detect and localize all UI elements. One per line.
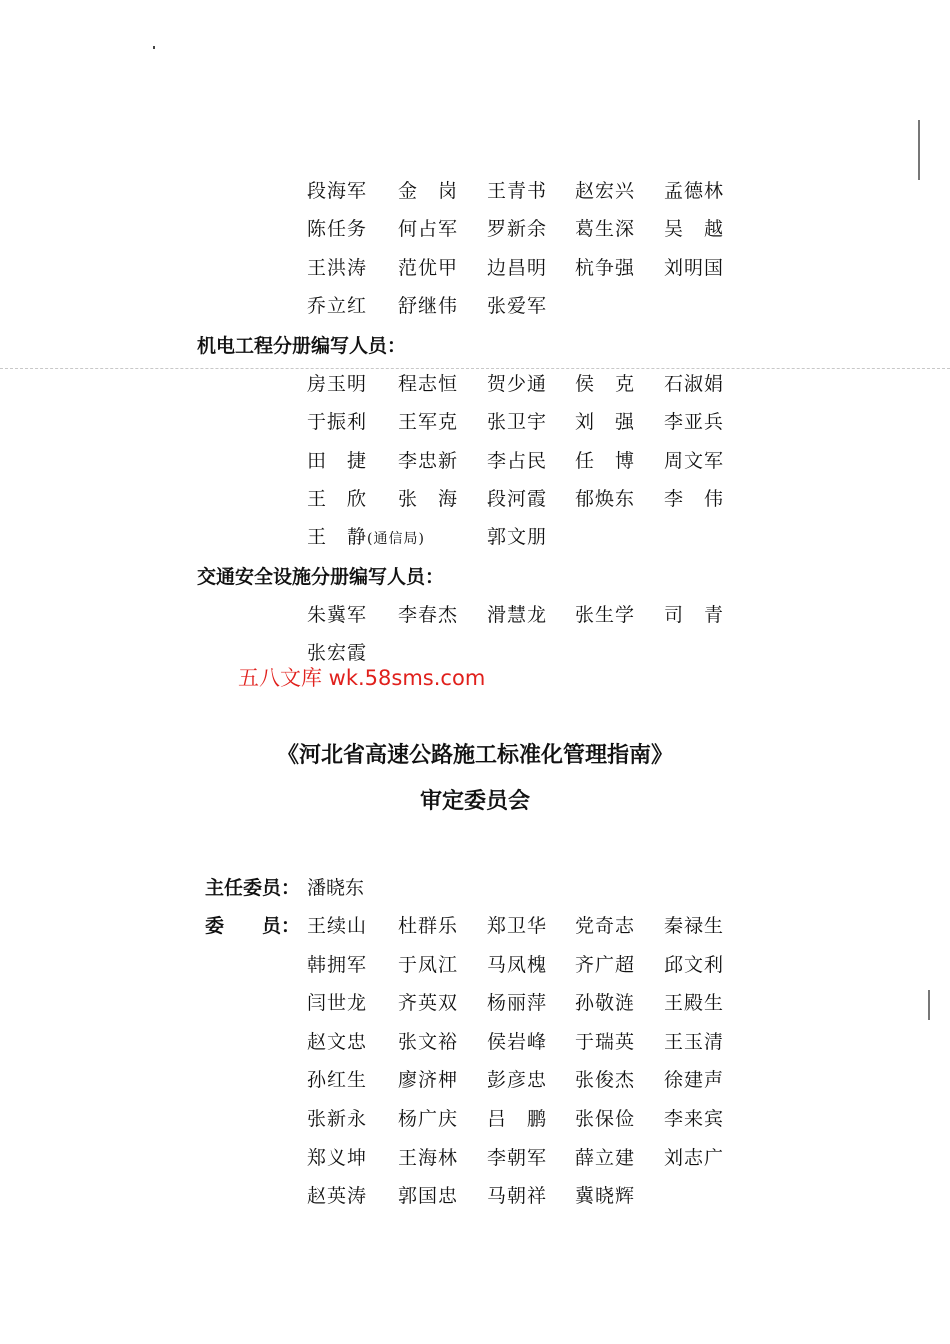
- person-name: 郑卫华: [487, 915, 548, 937]
- person-name: 王玉清: [664, 1031, 725, 1053]
- person-name: 王青书: [487, 180, 548, 202]
- person-name: 张文裕: [398, 1031, 459, 1053]
- person-name: 郑义坤: [307, 1147, 368, 1169]
- person-name: 葛生深: [575, 218, 636, 240]
- person-name: 吴 越: [664, 218, 725, 240]
- scan-edge-mark: [918, 120, 920, 180]
- person-name: 廖济柙: [398, 1069, 459, 1091]
- chair-name: 潘晓东: [307, 877, 365, 899]
- person-name: 于凤江: [398, 954, 459, 976]
- person-name: 房玉明: [307, 373, 368, 395]
- person-name: 王军克: [398, 411, 459, 433]
- members-label: 委 员：: [205, 915, 301, 937]
- person-name: 郁焕东: [575, 488, 636, 510]
- chair-label: 主任委员：: [205, 877, 301, 899]
- person-name: 张卫宇: [487, 411, 548, 433]
- person-name: 李 伟: [664, 488, 725, 510]
- person-name: 孟德林: [664, 180, 725, 202]
- person-name: 田 捷: [307, 450, 368, 472]
- person-name: 秦禄生: [664, 915, 725, 937]
- person-name: 罗新余: [487, 218, 548, 240]
- person-name: 张新永: [307, 1108, 368, 1130]
- person-name: 杨丽萍: [487, 992, 548, 1014]
- person-name: 彭彦忠: [487, 1069, 548, 1091]
- person-name-with-note: [307, 522, 425, 549]
- person-name: 边昌明: [487, 257, 548, 279]
- person-name: 范优甲: [398, 257, 459, 279]
- person-name: 赵英涛: [307, 1185, 368, 1207]
- person-name: 任 博: [575, 450, 636, 472]
- scan-artifact-line: [0, 368, 950, 370]
- person-name: 薛立建: [575, 1147, 636, 1169]
- person-name: 何占军: [398, 218, 459, 240]
- watermark-text: 五八文库 wk.58sms.com: [238, 666, 486, 690]
- person-name: 王 静: [307, 526, 368, 548]
- person-name: 齐英双: [398, 992, 459, 1014]
- section-heading: 机电工程分册编写人员：: [197, 335, 407, 357]
- person-name: 于振利: [307, 411, 368, 433]
- person-name: 程志恒: [398, 373, 459, 395]
- person-name: 石淑娟: [664, 373, 725, 395]
- person-name: 王 欣: [307, 488, 368, 510]
- person-name: 杜群乐: [398, 915, 459, 937]
- person-name: 马朝祥: [487, 1185, 548, 1207]
- person-name: 吕 鹏: [487, 1108, 548, 1130]
- document-title: 《河北省高速公路施工标准化管理指南》: [276, 743, 673, 768]
- person-name: 党奇志: [575, 915, 636, 937]
- person-name: 朱冀军: [307, 604, 368, 626]
- person-name: 段河霞: [487, 488, 548, 510]
- person-name: 韩拥军: [307, 954, 368, 976]
- person-name: 杭争强: [575, 257, 636, 279]
- person-name: 周文军: [664, 450, 725, 472]
- person-name: 李朝军: [487, 1147, 548, 1169]
- section-heading: 交通安全设施分册编写人员：: [197, 566, 445, 588]
- person-name: 孙敬涟: [575, 992, 636, 1014]
- person-name: 刘志广: [664, 1147, 725, 1169]
- person-name: 齐广超: [575, 954, 636, 976]
- person-name: 侯 克: [575, 373, 636, 395]
- person-name: 赵宏兴: [575, 180, 636, 202]
- person-name: 贺少通: [487, 373, 548, 395]
- person-name: 李忠新: [398, 450, 459, 472]
- person-name: 郭文朋: [487, 526, 548, 548]
- person-name: 滑慧龙: [487, 604, 548, 626]
- person-name: 刘明国: [664, 257, 725, 279]
- person-name: 舒继伟: [398, 295, 459, 317]
- person-name: 闫世龙: [307, 992, 368, 1014]
- person-name: 徐建声: [664, 1069, 725, 1091]
- affiliation-note: (通信局): [367, 531, 425, 547]
- person-name: 郭国忠: [398, 1185, 459, 1207]
- person-name: 张 海: [398, 488, 459, 510]
- person-name: 孙红生: [307, 1069, 368, 1091]
- scan-edge-mark: [928, 990, 930, 1020]
- person-name: 冀晓辉: [575, 1185, 636, 1207]
- committee-title: 审定委员会: [419, 789, 530, 814]
- person-name: 张保俭: [575, 1108, 636, 1130]
- person-name: 张俊杰: [575, 1069, 636, 1091]
- person-name: 张爱军: [487, 295, 548, 317]
- person-name: 邱文利: [664, 954, 725, 976]
- person-name: 李春杰: [398, 604, 459, 626]
- person-name: 金 岗: [398, 180, 459, 202]
- person-name: 张生学: [575, 604, 636, 626]
- person-name: 乔立红: [307, 295, 368, 317]
- person-name: 李来宾: [664, 1108, 725, 1130]
- person-name: 马凤槐: [487, 954, 548, 976]
- person-name: 段海军: [307, 180, 368, 202]
- person-name: 杨广庆: [398, 1108, 459, 1130]
- person-name: 张宏霞: [307, 642, 368, 664]
- person-name: 刘 强: [575, 411, 636, 433]
- scan-speck: [153, 46, 155, 49]
- person-name: 司 青: [664, 604, 725, 626]
- person-name: 侯岩峰: [487, 1031, 548, 1053]
- person-name: 王殿生: [664, 992, 725, 1014]
- person-name: 陈任务: [307, 218, 368, 240]
- person-name: 赵文忠: [307, 1031, 368, 1053]
- person-name: 王续山: [307, 915, 368, 937]
- person-name: 王洪涛: [307, 257, 368, 279]
- person-name: 王海林: [398, 1147, 459, 1169]
- person-name: 李占民: [487, 450, 548, 472]
- person-name: 李亚兵: [664, 411, 725, 433]
- person-name: 于瑞英: [575, 1031, 636, 1053]
